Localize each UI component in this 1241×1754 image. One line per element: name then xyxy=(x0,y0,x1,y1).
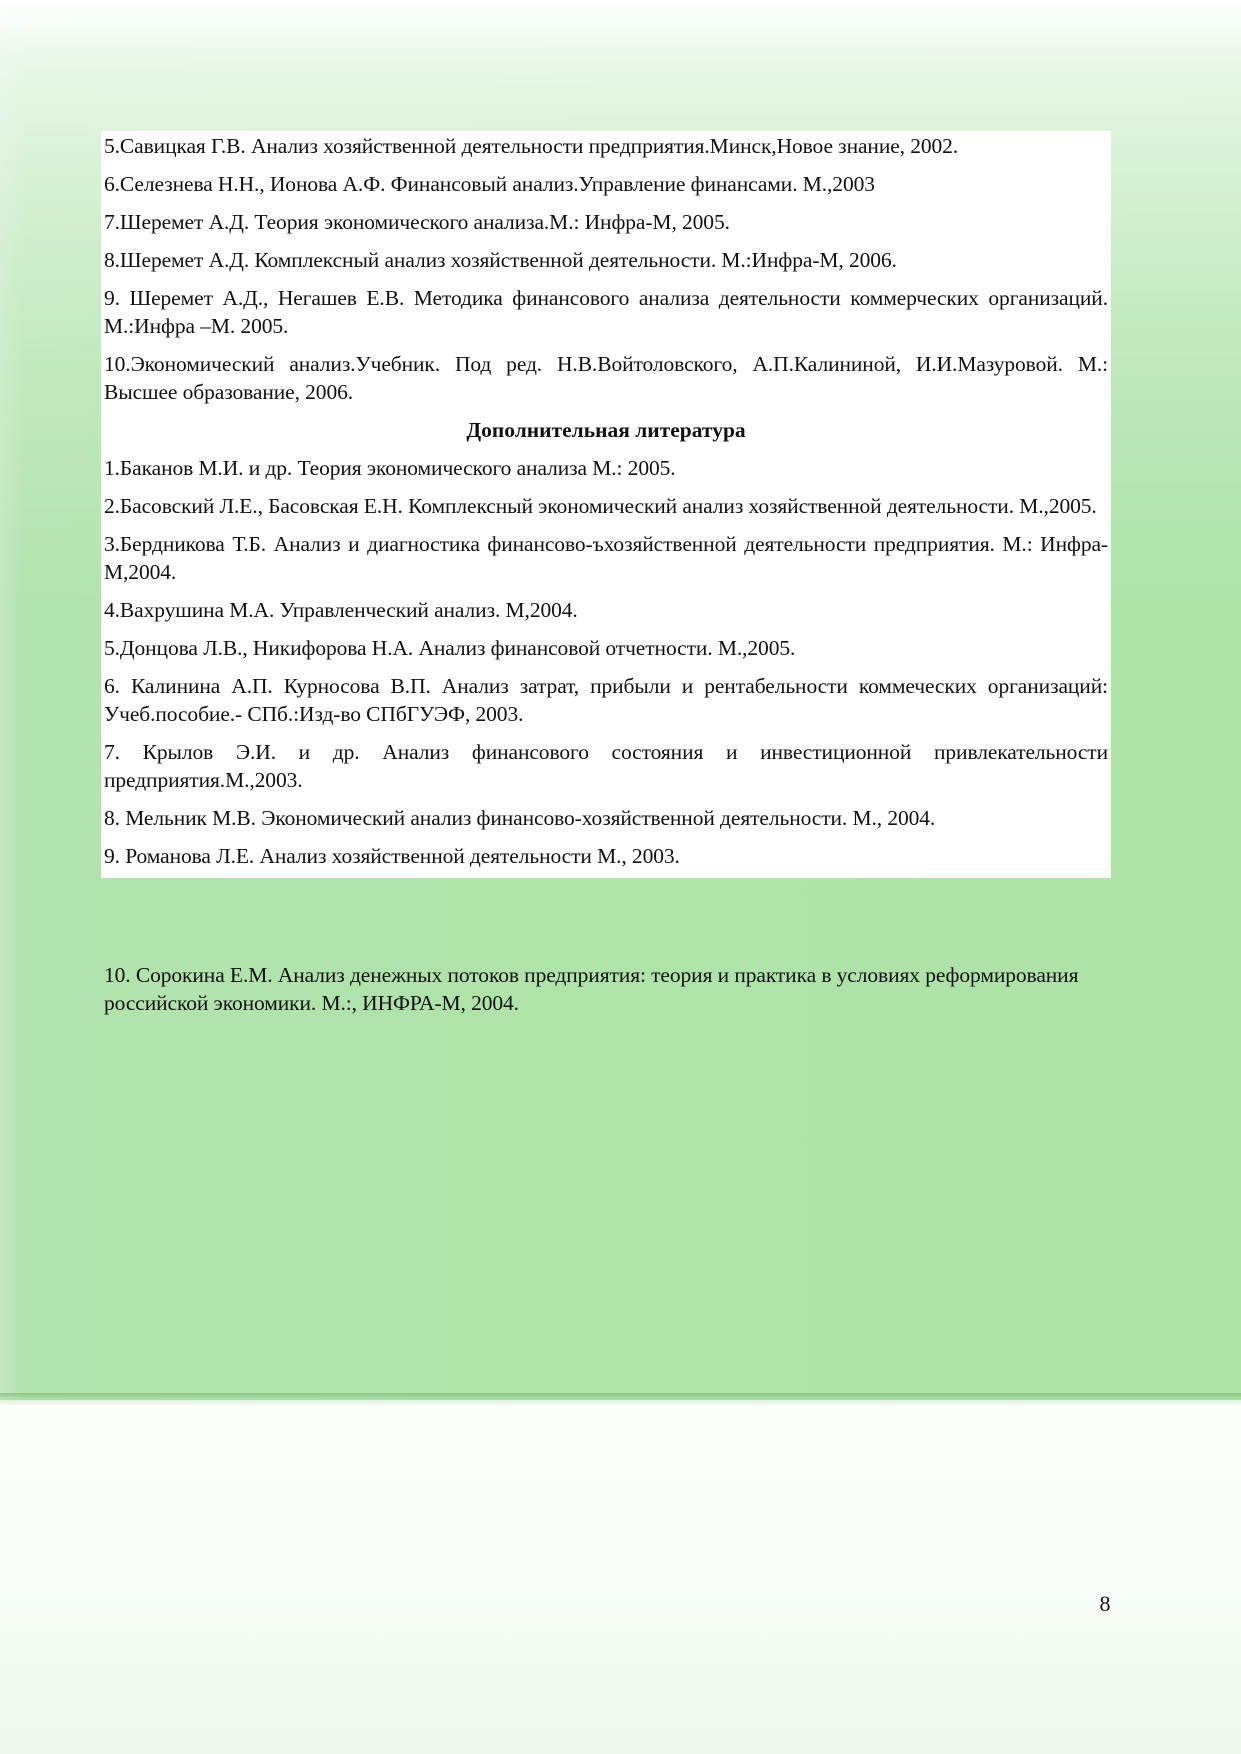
band-edge-shadow xyxy=(0,1393,1241,1405)
main-literature-item: 5.Савицкая Г.В. Анализ хозяйственной деятельности предприятия.Минск,Новое знание, 2002. xyxy=(104,134,959,158)
additional-literature-heading: Дополнительная литература xyxy=(466,418,746,442)
additional-literature-item: 8. Мельник М.В. Экономический анализ финансово-хозяйственной деятельности. М., 2004. xyxy=(104,806,936,830)
page-lower-background xyxy=(0,1405,1241,1754)
additional-literature-item: 4.Вахрушина М.А. Управленческий анализ. М,2004. xyxy=(104,598,578,622)
additional-literature-item: 2.Басовский Л.Е., Басовская Е.Н. Комплексный экономический анализ хозяйственной деятельности. М.,2005. xyxy=(104,494,1097,518)
additional-literature-item: 5.Донцова Л.В., Никифорова Н.А. Анализ финансовой отчетности. М.,2005. xyxy=(104,636,796,660)
main-literature-item: 7.Шеремет А.Д. Теория экономического анализа.М.: Инфра-М, 2005. xyxy=(104,210,730,234)
main-literature-item: 9. Шеремет А.Д., Негашев Е.В. Методика финансового анализа деятельности коммерческих организаций. М.:Инфра –М. 2005. xyxy=(104,286,1108,338)
additional-literature-item: 3.Бердникова Т.Б. Анализ и диагностика финансово-ъхозяйственной деятельности предприятия. М.: Инфра-М,2004. xyxy=(104,532,1108,584)
bibliography-text-block xyxy=(101,131,1111,878)
page-number: 8 xyxy=(1099,1591,1111,1616)
additional-literature-item: 7. Крылов Э.И. и др. Анализ финансового состояния и инвестиционной привлекательности предприятия.М.,2003. xyxy=(104,740,1108,792)
additional-literature-item: 10. Сорокина Е.М. Анализ денежных потоков предприятия: теория и практика в условиях реформирования российской экономики. М.:, ИНФРА-М, 2004. xyxy=(104,963,1079,1015)
additional-literature-item: 6. Калинина А.П. Курносова В.П. Анализ затрат, прибыли и рентабельности коммеческих организаций: Учеб.пособие.- СПб.:Изд-во СПбГУЭФ, 2003. xyxy=(104,674,1108,726)
main-literature-item: 6.Селезнева Н.Н., Ионова А.Ф. Финансовый анализ.Управление финансами. М.,2003 xyxy=(104,172,875,196)
main-literature-item: 10.Экономический анализ.Учебник. Под ред. Н.В.Войтоловского, А.П.Калининой, И.И.Мазуровой. М.: Высшее образование, 2006. xyxy=(104,352,1108,404)
main-literature-item: 8.Шеремет А.Д. Комплексный анализ хозяйственной деятельности. М.:Инфра-М, 2006. xyxy=(104,248,897,272)
additional-literature-item: 1.Баканов М.И. и др. Теория экономического анализа М.: 2005. xyxy=(104,456,676,480)
additional-literature-item: 9. Романова Л.Е. Анализ хозяйственной деятельности М., 2003. xyxy=(104,844,680,868)
